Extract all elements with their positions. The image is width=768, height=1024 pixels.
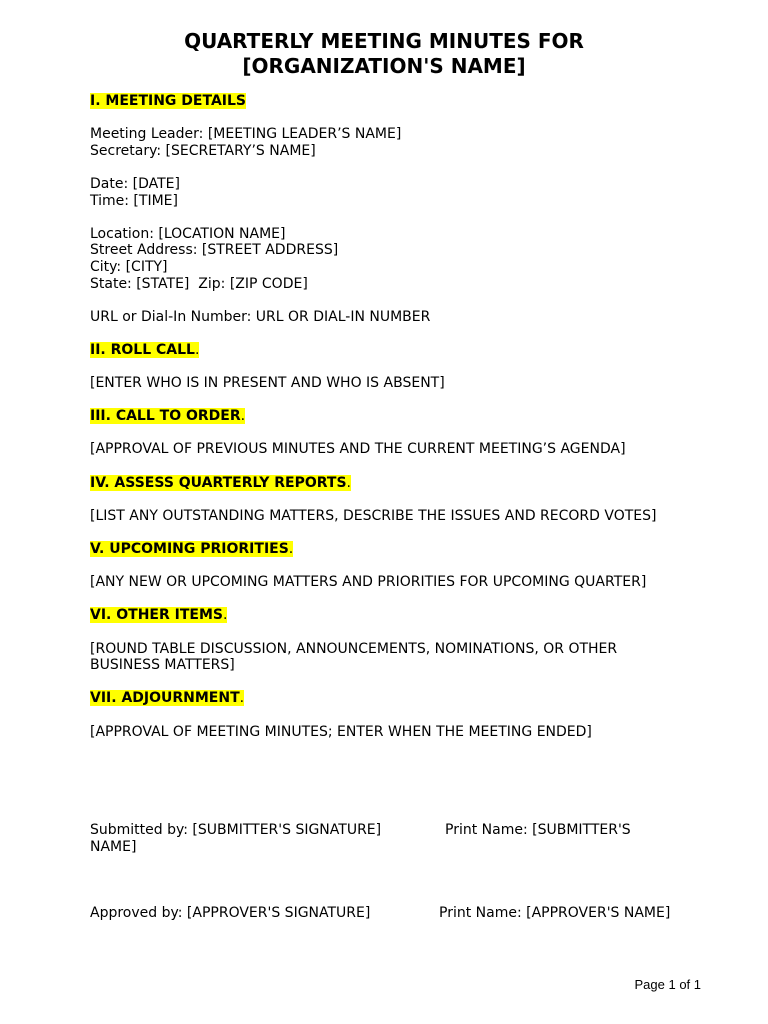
time-line: Time: [TIME] — [90, 192, 178, 209]
city-line: City: [CITY] — [90, 258, 168, 275]
document-title — [0, 29, 768, 79]
section-heading-call-to-order: III. CALL TO ORDER. — [90, 408, 246, 425]
date-line: Date: [DATE] — [90, 175, 180, 192]
other-items-body-line-1: [ROUND TABLE DISCUSSION, ANNOUNCEMENTS, NOMINATIONS, OR OTHER — [90, 640, 618, 657]
approved-by-label: Approved by: [APPROVER'S SIGNATURE] — [90, 905, 371, 922]
approved-by-row — [90, 905, 710, 922]
section-heading-upcoming-priorities: V. UPCOMING PRIORITIES. — [90, 541, 294, 558]
submitter-print-name-continued: NAME] — [90, 838, 137, 855]
submitter-print-name-label: Print Name: [SUBMITTER'S — [445, 822, 631, 839]
other-items-body-line-2: BUSINESS MATTERS] — [90, 657, 235, 674]
approver-print-name-label: Print Name: [APPROVER'S NAME] — [439, 905, 671, 922]
quarterly-reports-body: [LIST ANY OUTSTANDING MATTERS, DESCRIBE THE ISSUES AND RECORD VOTES] — [90, 507, 657, 524]
dial-in-line: URL or Dial-In Number: URL OR DIAL-IN NUMBER — [90, 308, 431, 325]
submitted-by-row — [90, 822, 710, 839]
state-zip-line: State: [STATE] Zip: [ZIP CODE] — [90, 275, 308, 292]
adjournment-body: [APPROVAL OF MEETING MINUTES; ENTER WHEN THE MEETING ENDED] — [90, 723, 592, 740]
section-heading-roll-call: II. ROLL CALL. — [90, 341, 200, 358]
title-line-1: QUARTERLY MEETING MINUTES FOR — [184, 29, 584, 53]
page-number: Page 1 of 1 — [634, 977, 701, 992]
street-address-line: Street Address: [STREET ADDRESS] — [90, 242, 339, 259]
submitted-by-label: Submitted by: [SUBMITTER'S SIGNATURE] — [90, 822, 382, 839]
section-heading-meeting-details: I. MEETING DETAILS — [90, 93, 246, 109]
secretary-line: Secretary: [SECRETARY’S NAME] — [90, 142, 316, 159]
upcoming-priorities-body: [ANY NEW OR UPCOMING MATTERS AND PRIORITIES FOR UPCOMING QUARTER] — [90, 574, 647, 591]
document-body — [90, 93, 710, 922]
roll-call-body: [ENTER WHO IS IN PRESENT AND WHO IS ABSENT] — [90, 375, 445, 392]
section-heading-adjournment: VII. ADJOURNMENT. — [90, 690, 245, 707]
section-heading-quarterly-reports: IV. ASSESS QUARTERLY REPORTS. — [90, 474, 351, 491]
meeting-leader-line: Meeting Leader: [MEETING LEADER’S NAME] — [90, 126, 402, 143]
location-line: Location: [LOCATION NAME] — [90, 225, 286, 242]
call-to-order-body: [APPROVAL OF PREVIOUS MINUTES AND THE CURRENT MEETING’S AGENDA] — [90, 441, 626, 458]
section-heading-other-items: VI. OTHER ITEMS. — [90, 607, 228, 624]
title-line-2: [ORGANIZATION'S NAME] — [242, 54, 526, 78]
